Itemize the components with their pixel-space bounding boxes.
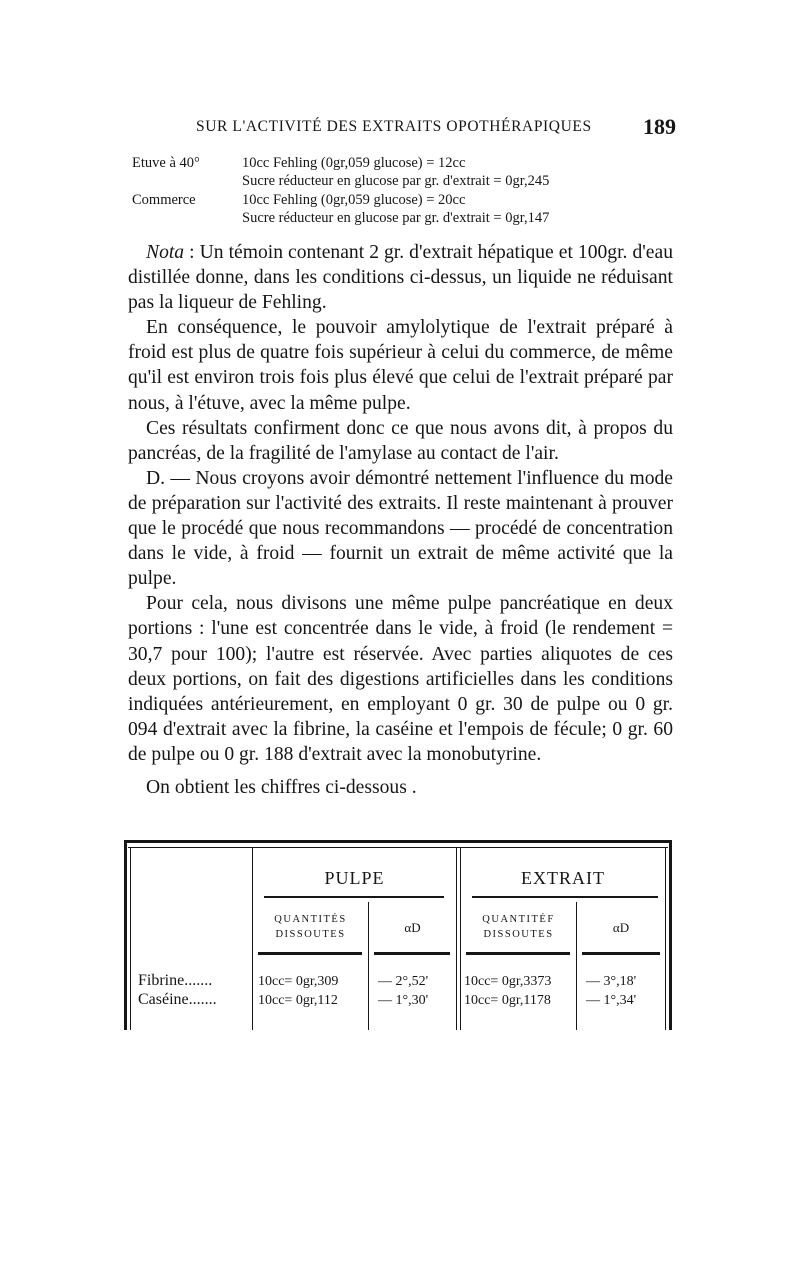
group-rule (264, 896, 444, 898)
table-right-border (669, 840, 672, 1030)
column-header-alpha-extrait: αD (612, 920, 630, 935)
header-rule (258, 952, 362, 955)
running-title: SUR L'ACTIVITÉ DES EXTRAITS OPOTHÉRAPIQUES (196, 118, 592, 135)
nota-text: : Un témoin contenant 2 gr. d'extrait hépatique et 100gr. d'eau distillée donne, dans les conditions ci-dessus, un liquide ne réduisant pas la liqueur de Fehling. (128, 242, 673, 314)
paragraph: D. — Nous croyons avoir démontré nettement l'influence du mode de préparation sur l'activité des extraits. Il reste maintenant à prouver que le procédé que nous recommandons — procédé de concentration dans le vide, à froid — fournit un extrait de même activité que la pulpe. (128, 467, 673, 590)
header-text: DISSOUTES (483, 929, 554, 940)
header-rule (582, 952, 660, 955)
cell-extrait-qty: 10cc= 0gr,3373 (464, 974, 552, 989)
cell-pulpe-alpha: — 2°,52' (378, 974, 429, 989)
body-text (128, 240, 673, 800)
page-number: 189 (643, 114, 676, 139)
nota-paragraph (128, 240, 673, 315)
condition-line: Sucre réducteur en glucose par gr. d'extrait = 0gr,147 (242, 210, 550, 226)
table-top-rule (124, 840, 672, 843)
nota-label: Nota (146, 242, 185, 263)
header-text: DISSOUTES (275, 929, 346, 940)
row-label: Caséine....... (138, 991, 217, 1008)
row-label: Fibrine....... (138, 972, 213, 989)
results-table (124, 840, 672, 1030)
condition-label: Etuve à 40° (132, 155, 200, 171)
paragraph: Ces résultats confirment donc ce que nous avons dit, à propos du pancréas, de la fragilité de l'amylase au contact de l'air. (128, 417, 673, 464)
condition-line: Sucre réducteur en glucose par gr. d'extrait = 0gr,245 (242, 173, 550, 189)
condition-line: 10cc Fehling (0gr,059 glucose) = 12cc (242, 155, 466, 171)
table-top-rule-thin (128, 847, 668, 848)
condition-line: 10cc Fehling (0gr,059 glucose) = 20cc (242, 192, 466, 208)
paragraph: Pour cela, nous divisons une même pulpe pancréatique en deux portions : l'une est concentrée dans le vide, à froid (le rendement = 30,7 pour 100); l'autre est réservée. Avec parties aliquotes de ces deux portions, on fait des digestions artificielles dans les conditions indiquées antérieurement, en employant 0 gr. 30 de pulpe ou 0 gr. 094 d'extrait avec la fibrine, la caséine et l'empois de fécule; 0 gr. 60 de pulpe ou 0 gr. 188 d'extrait avec la monobutyrine. (128, 593, 673, 765)
column-header-quantities-extrait (461, 912, 576, 942)
table-left-border-inner (130, 847, 131, 1030)
paragraph: On obtient les chiffres ci-dessous . (146, 776, 417, 798)
table-left-border (124, 840, 127, 1030)
column-divider (456, 847, 457, 1030)
cell-extrait-alpha: — 3°,18' (586, 974, 637, 989)
column-header-alpha-pulpe: αD (404, 920, 421, 935)
header-text: QUANTITÉF (482, 914, 555, 925)
column-header-quantities-pulpe (253, 912, 368, 942)
header-rule (374, 952, 450, 955)
table-right-border-inner (665, 847, 666, 1030)
conditions-block (132, 155, 672, 235)
header-rule (466, 952, 570, 955)
group-header-pulpe: PULPE (324, 868, 385, 888)
header-text: QUANTITÉS (274, 914, 347, 925)
cell-pulpe-qty: 10cc= 0gr,309 (258, 974, 339, 989)
cell-pulpe-alpha: — 1°,30' (378, 993, 429, 1008)
cell-extrait-qty: 10cc= 0gr,1178 (464, 993, 551, 1008)
paragraph: En conséquence, le pouvoir amylolytique de l'extrait préparé à froid est plus de quatre fois supérieur à celui du commerce, de même qu'il est environ trois fois plus élevé que celui de l'extrait préparé par nous, à l'étuve, avec la même pulpe. (128, 317, 673, 414)
group-header-extrait: EXTRAIT (521, 868, 605, 888)
group-rule (472, 896, 658, 898)
cell-pulpe-qty: 10cc= 0gr,112 (258, 993, 338, 1008)
cell-extrait-alpha: — 1°,34' (586, 993, 637, 1008)
condition-label: Commerce (132, 192, 196, 208)
